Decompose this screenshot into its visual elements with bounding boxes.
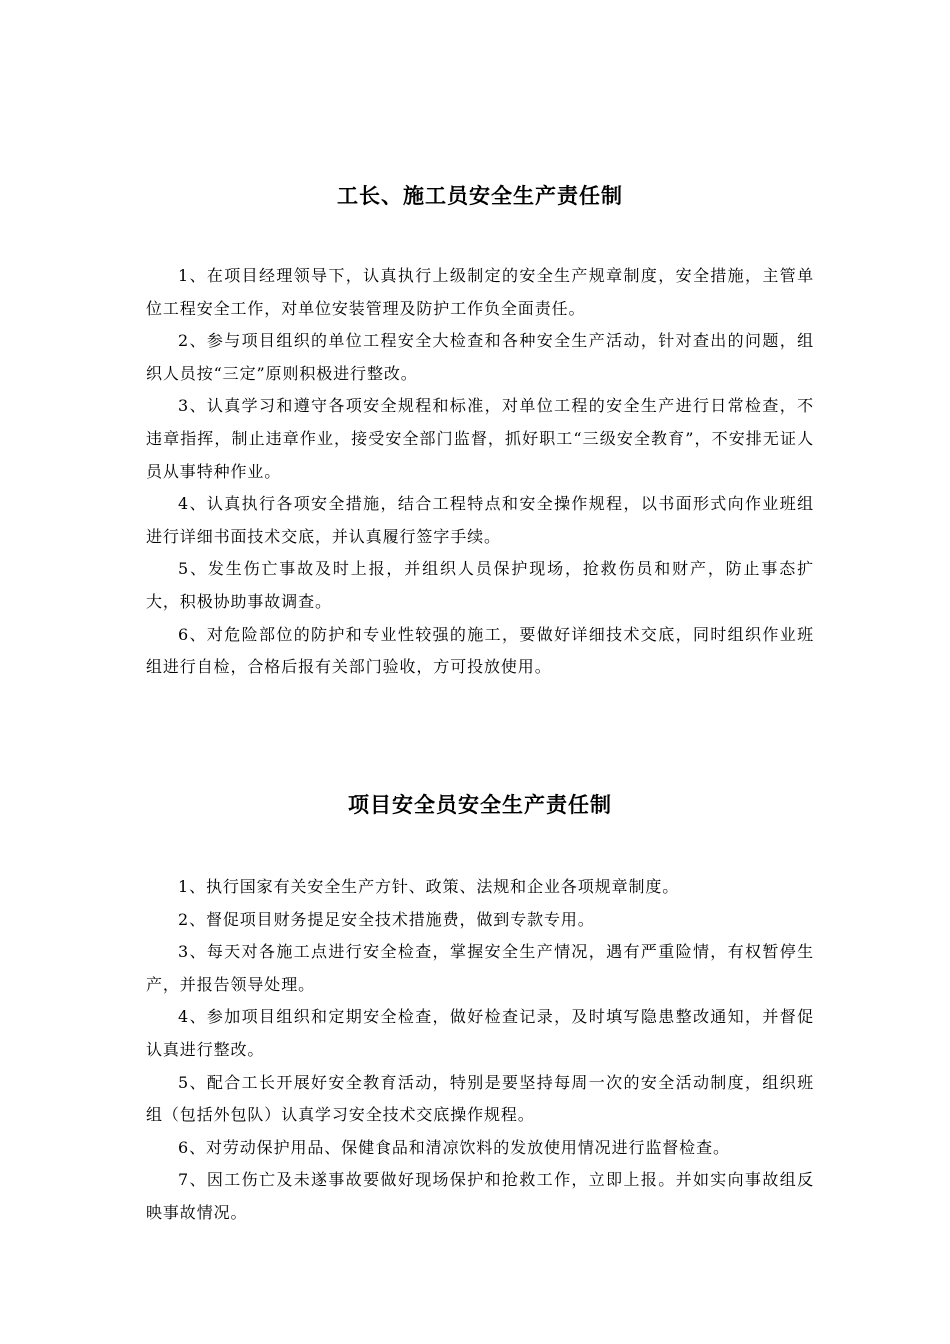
responsibility-item: 6、对危险部位的防护和专业性较强的施工，要做好详细技术交底，同时组织作业班组进行自检，合格后报有关部门验收，方可投放使用。 — [146, 624, 814, 677]
responsibility-item: 4、参加项目组织和定期安全检查，做好检查记录，及时填写隐患整改通知，并督促认真进行整改。 — [146, 1007, 814, 1059]
section-title: 工长、施工员安全生产责任制 — [337, 184, 623, 208]
foreman-safety-responsibility-section — [146, 178, 814, 684]
responsibility-item: 1、在项目经理领导下，认真执行上级制定的安全生产规章制度，安全措施，主管单位工程安全工作，对单位安装管理及防护工作负全面责任。 — [146, 266, 814, 318]
responsibility-item: 5、发生伤亡事故及时上报，并组织人员保护现场，抢救伤员和财产，防止事态扩大，积极协助事故调查。 — [146, 559, 814, 611]
responsibility-item: 4、认真执行各项安全措施，结合工程特点和安全操作规程，以书面形式向作业班组进行详细书面技术交底，并认真履行签字手续。 — [146, 494, 814, 546]
responsibility-item: 2、督促项目财务提足安全技术措施费，做到专款专用。 — [178, 909, 595, 929]
responsibility-item: 5、配合工长开展好安全教育活动，特别是要坚持每周一次的安全活动制度，组织班组（包括外包队）认真学习安全技术交底操作规程。 — [146, 1072, 814, 1125]
safety-officer-responsibility-section — [146, 787, 814, 1230]
responsibility-item: 1、执行国家有关安全生产方针、政策、法规和企业各项规章制度。 — [178, 877, 680, 896]
responsibility-item: 2、参与项目组织的单位工程安全大检查和各种安全生产活动，针对查出的问题，组织人员按“三定”原则积极进行整改。 — [146, 331, 814, 383]
responsibility-item: 7、因工伤亡及未遂事故要做好现场保护和抢救工作，立即上报。并如实向事故组反映事故情况。 — [146, 1170, 814, 1222]
responsibility-list — [146, 871, 814, 1230]
responsibility-item: 6、对劳动保护用品、保健食品和清凉饮料的发放使用情况进行监督检查。 — [178, 1137, 730, 1157]
responsibility-item: 3、认真学习和遵守各项安全规程和标准，对单位工程的安全生产进行日常检查，不违章指挥，制止违章作业，接受安全部门监督，抓好职工“三级安全教育”，不安排无证人员从事特种作业。 — [146, 396, 814, 481]
responsibility-list — [146, 260, 814, 684]
responsibility-item: 3、每天对各施工点进行安全检查，掌握安全生产情况，遇有严重险情，有权暂停生产，并报告领导处理。 — [146, 942, 814, 994]
section-title: 项目安全员安全生产责任制 — [348, 793, 612, 817]
